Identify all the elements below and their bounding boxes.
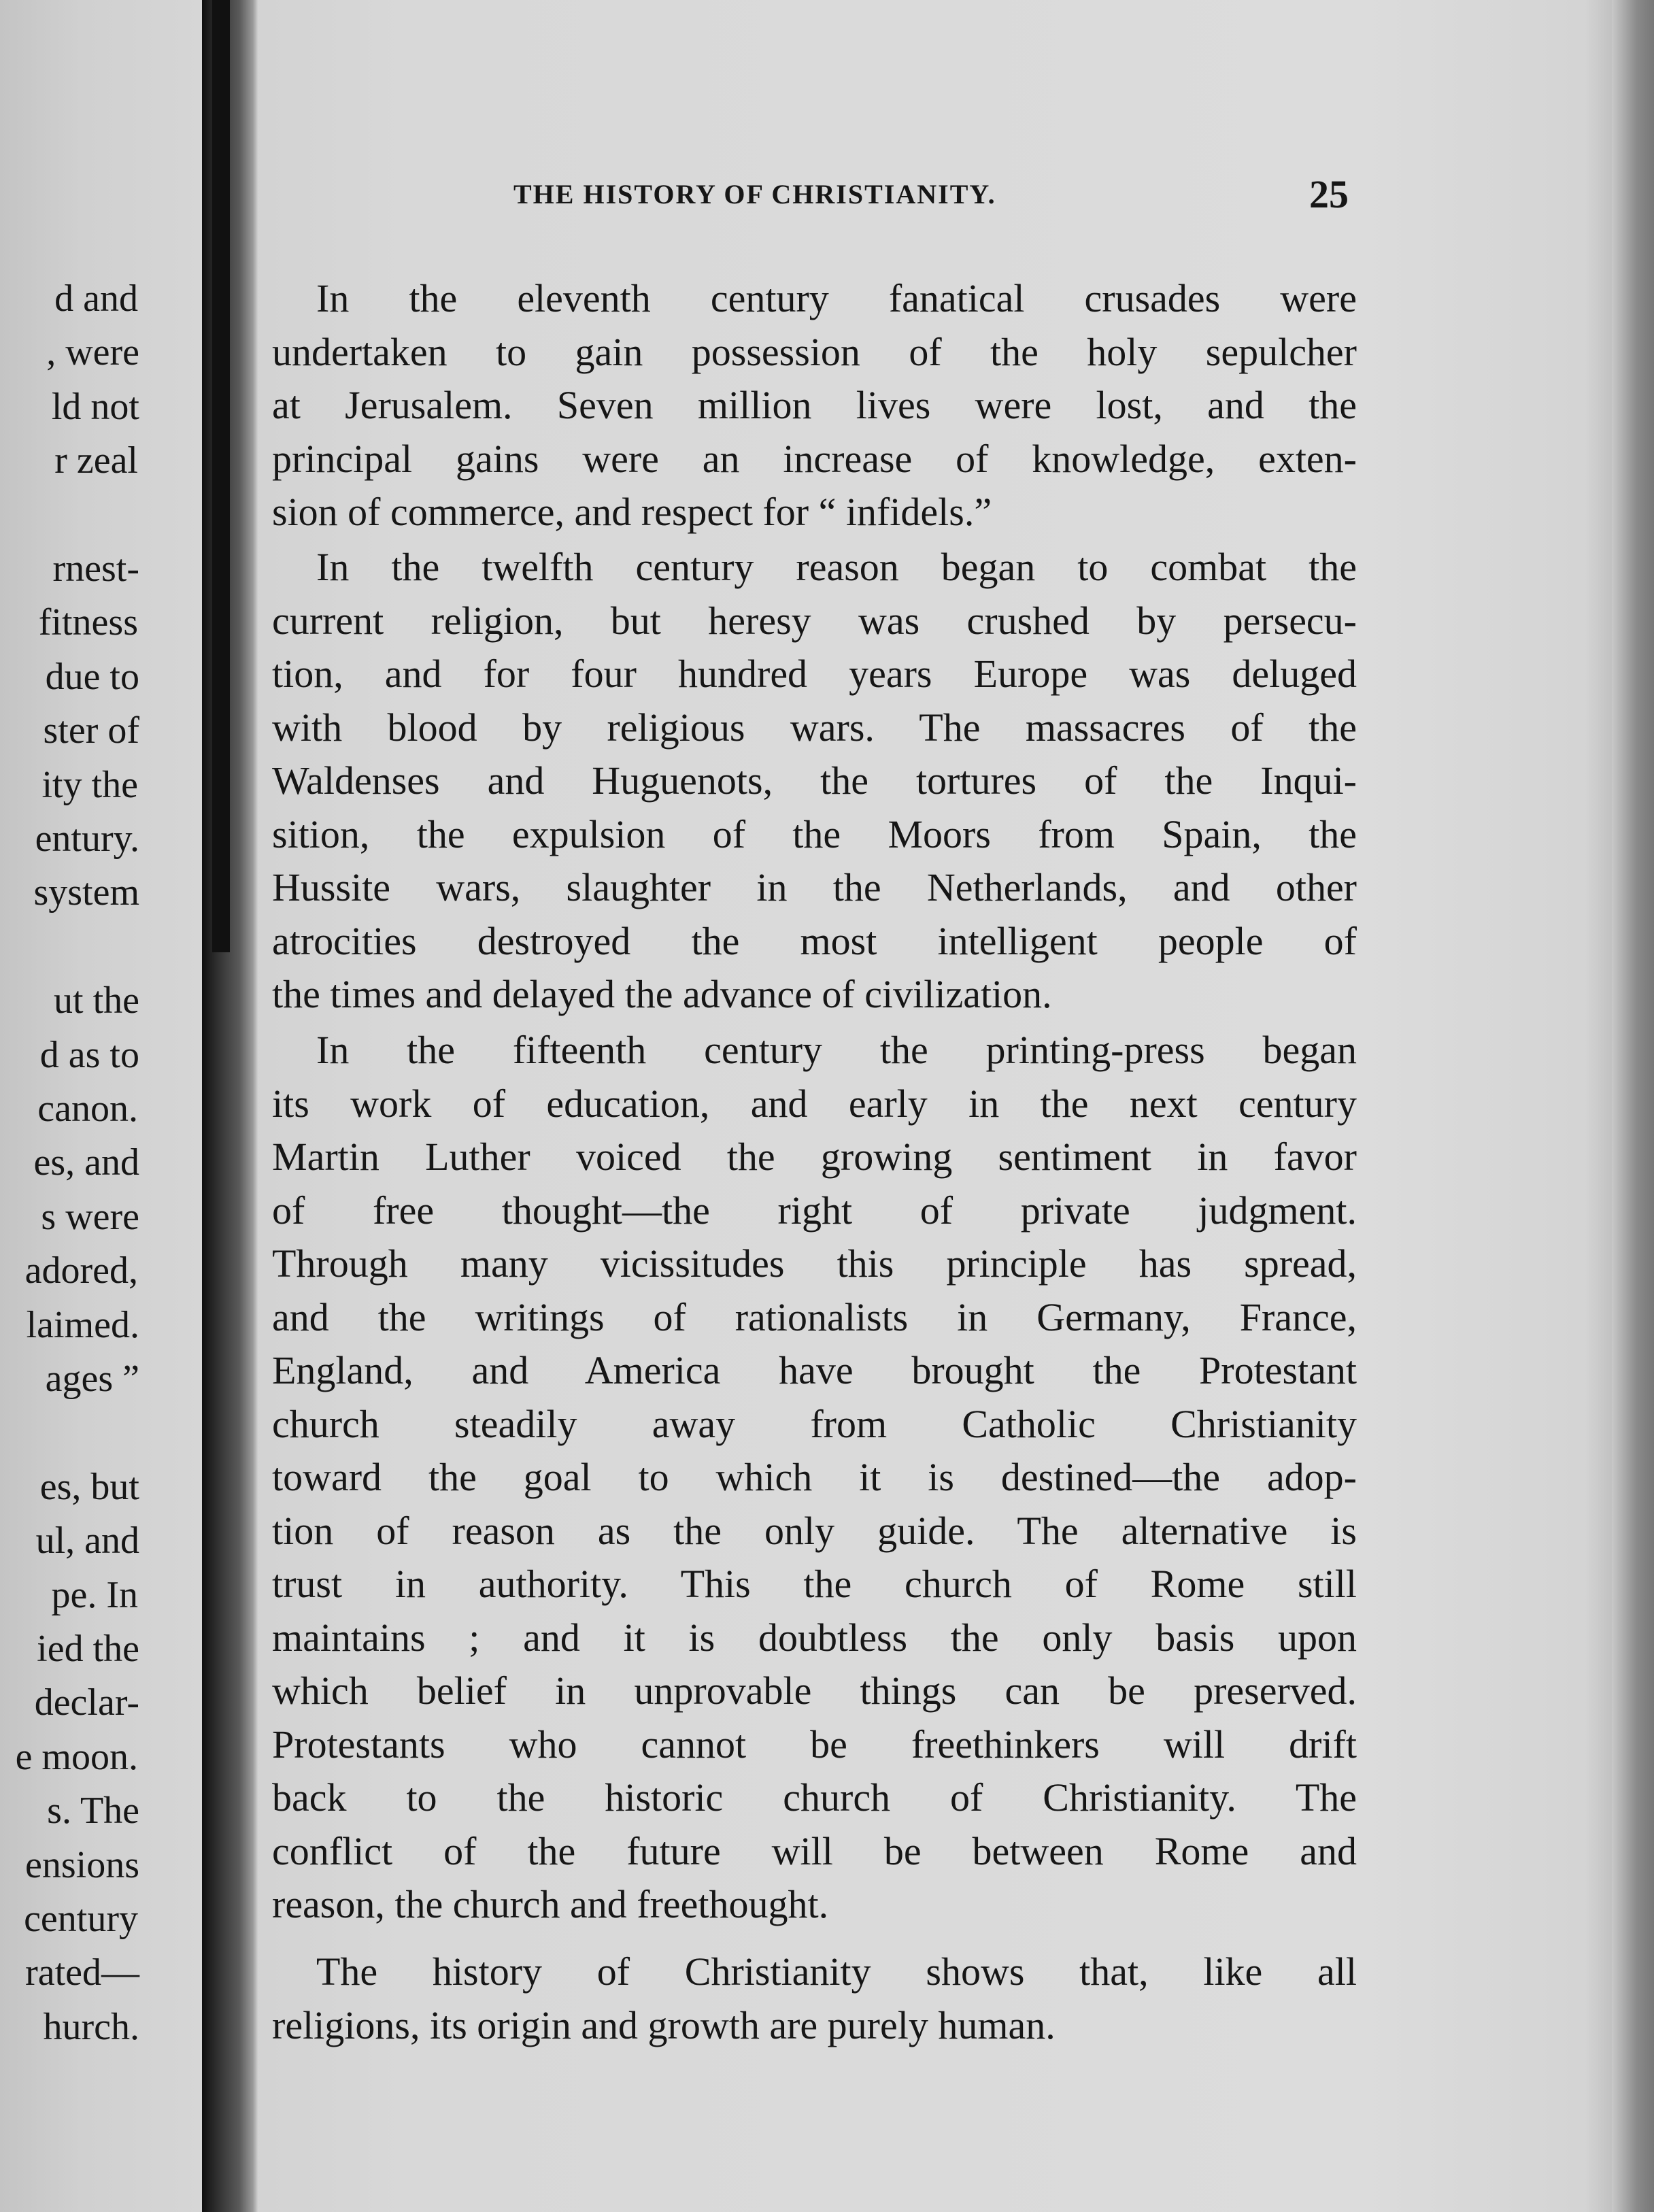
text-line: In the fifteenth century the printing-press began — [316, 1028, 1357, 1072]
text-line: its work of education, and early in the next century — [272, 1081, 1357, 1126]
text-line: The history of Christianity shows that, like all — [316, 1949, 1357, 1994]
text-line: England, and America have brought the Protestant — [272, 1348, 1357, 1392]
text-line: reason, the church and freethought. — [272, 1882, 829, 1926]
text-line: and the writings of rationalists in Germany, France, — [272, 1294, 1357, 1339]
left-page-line: rated— — [25, 1951, 139, 1994]
left-page-line: ied the — [37, 1628, 139, 1670]
text-line: back to the historic church of Christianity. The — [272, 1775, 1357, 1820]
paragraph — [272, 541, 1357, 1022]
text-line: which belief in unprovable things can be preserved. — [272, 1669, 1357, 1713]
text-line: sion of commerce, and respect for “ infidels.” — [272, 490, 992, 534]
left-page-line: adored, — [24, 1250, 138, 1292]
text-line: In the eleventh century fanatical crusades were — [316, 276, 1357, 320]
left-page-line: system — [33, 871, 139, 914]
text-line: maintains ; and it is doubtless the only basis upon — [272, 1615, 1357, 1660]
running-title: THE HISTORY OF CHRISTIANITY. — [513, 179, 996, 210]
left-page-line: ster of — [43, 709, 139, 752]
left-page-line: ages ” — [45, 1358, 139, 1400]
left-page-line: declar- — [34, 1681, 139, 1724]
left-page-line: hurch. — [43, 2005, 139, 2048]
left-page-line: s. The — [47, 1790, 139, 1832]
text-line: trust in authority. This the church of Rome still — [272, 1562, 1357, 1606]
left-page-line: d as to — [39, 1033, 139, 1076]
text-line: Waldenses and Huguenots, the tortures of the Inqui- — [272, 758, 1357, 803]
left-page-line: pe. In — [51, 1573, 138, 1616]
left-page-fragment — [0, 0, 214, 2212]
text-line: principal gains were an increase of knowledge, exten- — [272, 436, 1357, 481]
left-page-line: r zeal — [54, 439, 138, 482]
left-page-line: ensions — [25, 1843, 139, 1886]
text-line: tion of reason as the only guide. The alternative is — [272, 1508, 1357, 1553]
paragraph — [272, 1945, 1357, 2052]
left-page-line: rnest- — [52, 548, 139, 590]
text-line: religions, its origin and growth are purely human. — [272, 2002, 1056, 2047]
left-page-line: due to — [45, 655, 139, 698]
text-line: the times and delayed the advance of civilization. — [272, 972, 1052, 1016]
page-edge — [1612, 0, 1654, 2212]
paragraph — [272, 1024, 1357, 1932]
left-page-line: ity the — [41, 763, 138, 806]
text-line: atrocities destroyed the most intelligent people of — [272, 918, 1357, 963]
text-line: undertaken to gain possession of the holy sepulcher — [272, 329, 1357, 374]
left-page-line: , were — [46, 331, 139, 374]
text-line: with blood by religious wars. The massacres of the — [272, 705, 1357, 750]
left-page-line: ut the — [54, 979, 139, 1022]
text-line: Hussite wars, slaughter in the Netherlands, and other — [272, 865, 1357, 909]
left-page-line: d and — [54, 278, 138, 320]
left-page-line: century — [24, 1898, 138, 1940]
text-line: toward the goal to which it is destined—the adop- — [272, 1455, 1357, 1499]
page-number: 25 — [1309, 172, 1349, 216]
left-page-line: ul, and — [35, 1520, 139, 1562]
text-line: of free thought—the right of private judgment. — [272, 1188, 1357, 1233]
left-page-line: ld not — [51, 385, 139, 428]
left-page-line: s were — [41, 1195, 139, 1238]
left-page-line: es, but — [39, 1465, 139, 1508]
text-line: at Jerusalem. Seven million lives were lost, and the — [272, 383, 1357, 427]
text-line: Protestants who cannot be freethinkers will drift — [272, 1722, 1357, 1766]
left-page-line: fitness — [38, 601, 138, 644]
text-line: tion, and for four hundred years Europe was deluged — [272, 652, 1357, 696]
left-page-line: laimed. — [26, 1303, 139, 1346]
left-page-line: e moon. — [15, 1735, 138, 1778]
text-line: In the twelfth century reason began to combat the — [316, 545, 1357, 589]
text-line: Through many vicissitudes this principle has spread, — [272, 1241, 1357, 1286]
text-line: current religion, but heresy was crushed by persecu- — [272, 598, 1357, 643]
text-line: church steadily away from Catholic Christianity — [272, 1401, 1357, 1446]
gutter-shadow — [212, 0, 230, 952]
paragraph — [272, 272, 1357, 539]
book-gutter — [202, 0, 258, 2212]
text-line: conflict of the future will be between Rome and — [272, 1828, 1357, 1873]
left-page-line: entury. — [35, 818, 139, 860]
text-line: sition, the expulsion of the Moors from Spain, the — [272, 811, 1357, 856]
left-page-line: es, and — [33, 1141, 139, 1184]
text-line: Martin Luther voiced the growing sentiment in favor — [272, 1135, 1357, 1179]
left-page-line: canon. — [37, 1088, 138, 1130]
